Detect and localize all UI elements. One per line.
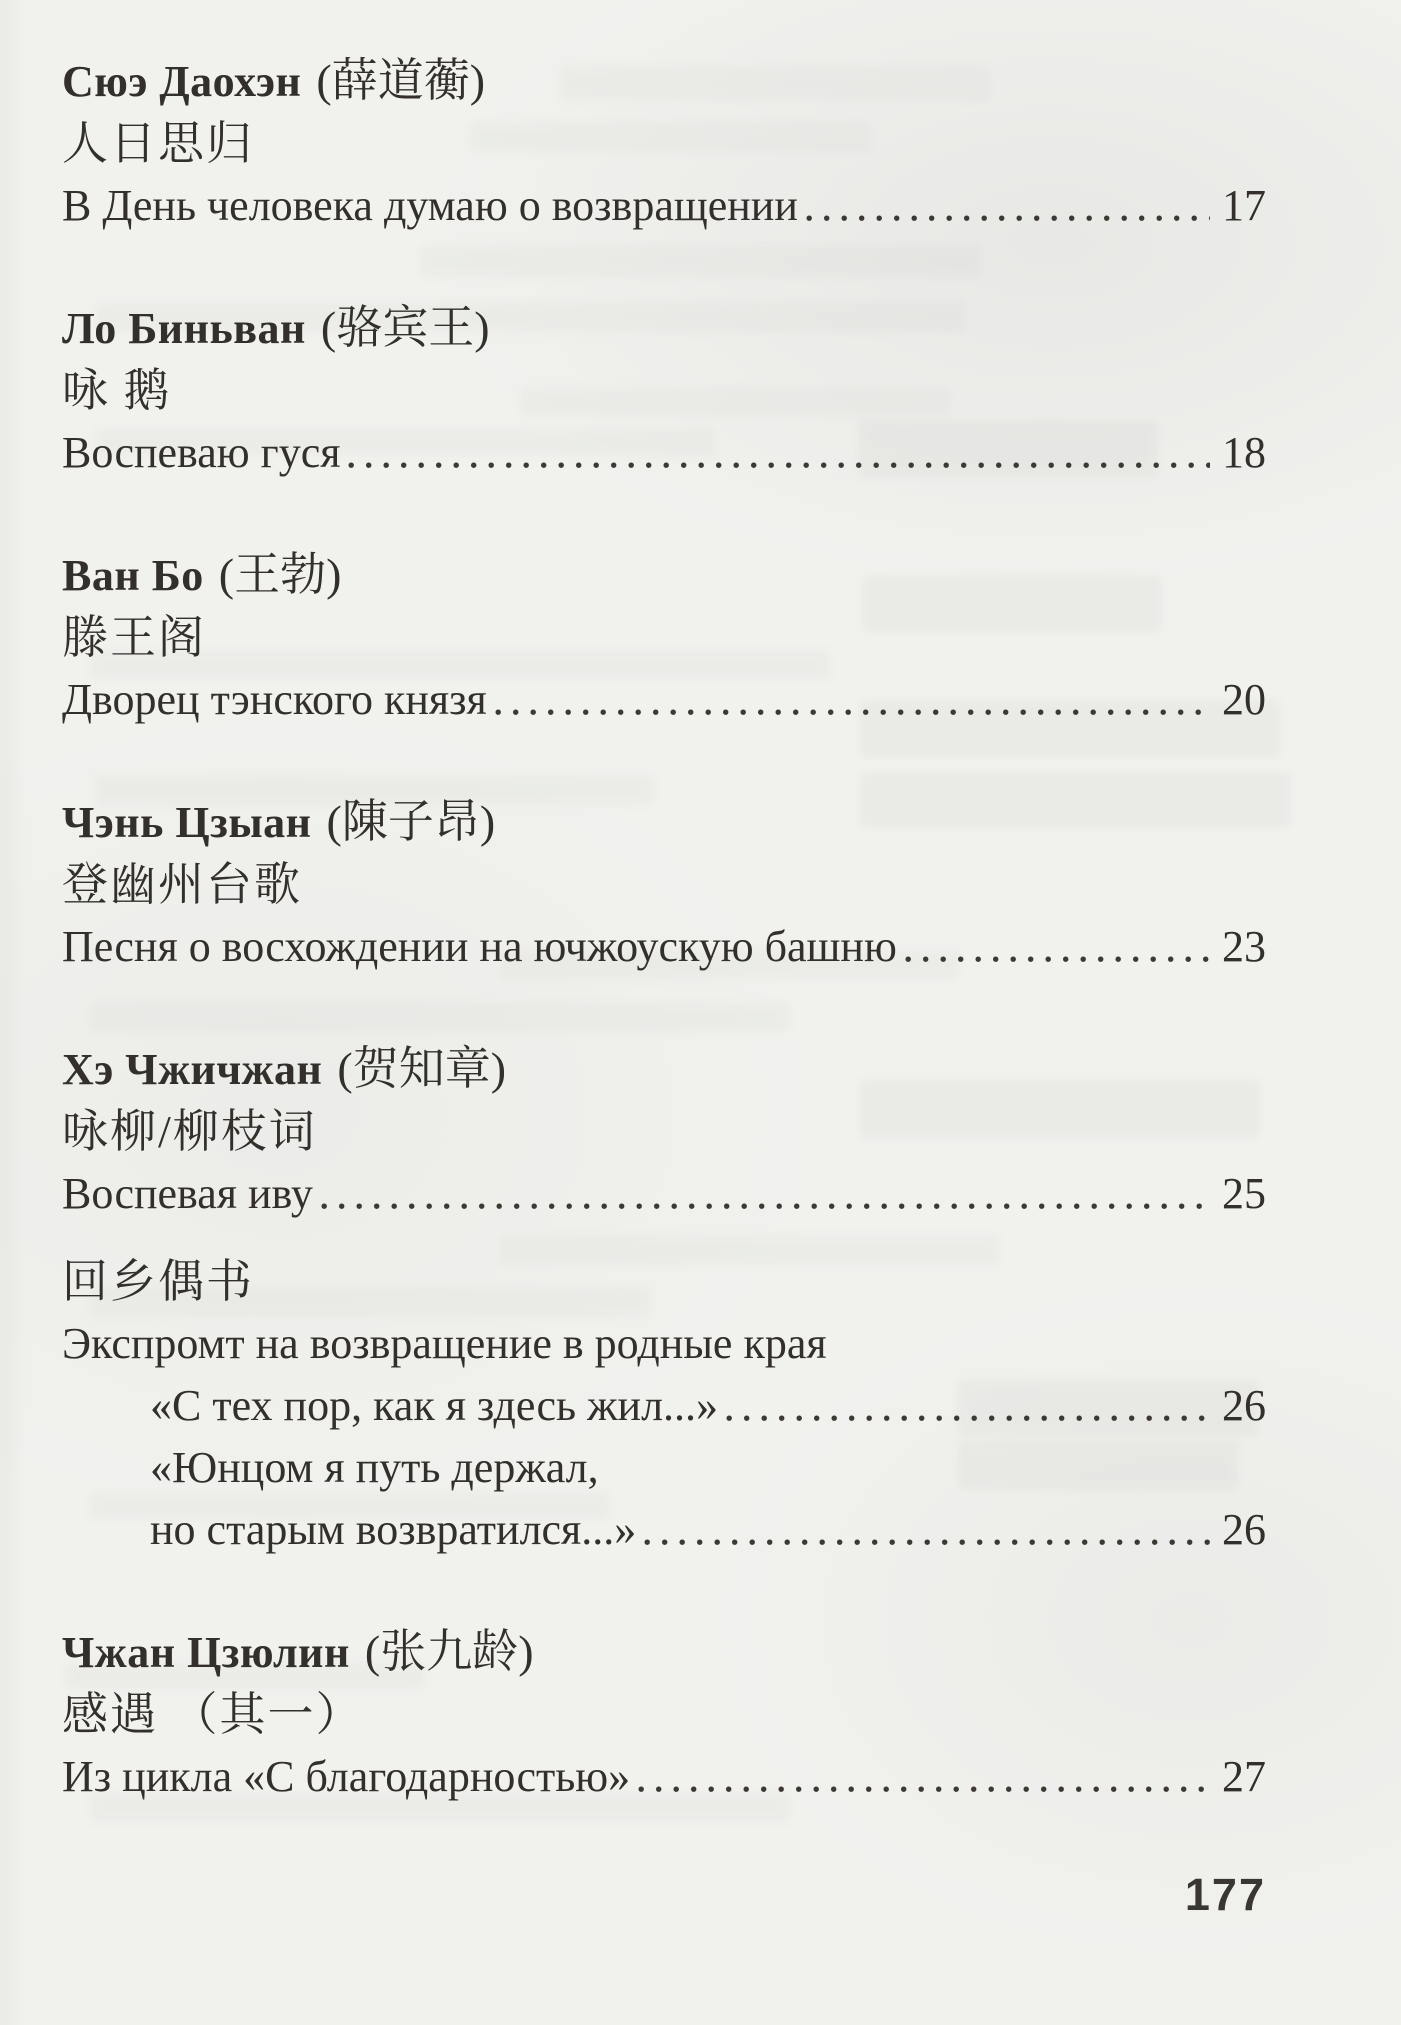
entry-title: Воспеваю гуся: [62, 428, 341, 477]
toc-chinese-title: [62, 1253, 1266, 1311]
entry-title: Песня о восхождении на ючжоускую башню: [62, 922, 897, 971]
author-name: Чжан Цзюлин: [62, 1628, 350, 1677]
dot-leader: [722, 1377, 1210, 1435]
toc-author-row: [62, 546, 1266, 605]
entry-page-number: 25: [1222, 1169, 1266, 1218]
entry-page-number: 27: [1222, 1752, 1266, 1801]
chinese-title-text: 人日思归: [62, 118, 254, 169]
author-name: Хэ Чжичжан: [62, 1045, 323, 1094]
chinese-title-text: 滕王阁: [62, 612, 206, 663]
toc-chinese-title: [62, 609, 1266, 667]
entry-title: но старым возвратился...»: [150, 1505, 637, 1554]
entry-page-number: 26: [1222, 1505, 1266, 1554]
toc-entry-row: [62, 918, 1266, 976]
chinese-title-text: 感遇 （其一）: [62, 1689, 364, 1740]
chinese-title-text: 回乡偶书: [62, 1256, 254, 1307]
entry-title: Воспевая иву: [62, 1169, 313, 1218]
dot-leader: [344, 424, 1210, 482]
entry-title: Из цикла «С благодарностью»: [62, 1752, 631, 1801]
author-name: Ван Бо: [62, 551, 204, 600]
dot-leader: [634, 1748, 1210, 1806]
entry-page-number: 23: [1222, 922, 1266, 971]
toc-entry-row: [62, 424, 1266, 482]
chinese-title-text: 咏 鹅: [62, 365, 172, 416]
toc-entry-row: [62, 1748, 1266, 1806]
entry-title: Экспромт на возвращение в родные края: [62, 1319, 827, 1368]
toc-entry-row: [62, 177, 1266, 235]
toc-entry-row: [62, 1377, 1266, 1435]
dot-leader: [491, 671, 1210, 729]
toc-chinese-title: [62, 115, 1266, 173]
author-name: Ло Биньван: [62, 304, 306, 353]
author-name-chinese: (陳子昂): [326, 796, 496, 847]
toc-author-row: [62, 299, 1266, 358]
entry-title: «Юнцом я путь держал,: [150, 1443, 599, 1492]
dot-leader: [640, 1501, 1210, 1559]
entry-page-number: 18: [1222, 428, 1266, 477]
entry-title: «С тех пор, как я здесь жил...»: [150, 1381, 719, 1430]
toc-text-row: [62, 1439, 1266, 1497]
toc-chinese-title: [62, 1686, 1266, 1744]
toc-author-row: [62, 1040, 1266, 1099]
author-name-chinese: (薛道蘅): [316, 55, 486, 106]
toc-author-row: [62, 793, 1266, 852]
table-of-contents: [62, 52, 1266, 1924]
author-name-chinese: (王勃): [218, 549, 342, 600]
dot-leader: [802, 177, 1210, 235]
chinese-title-text: 登幽州台歌: [62, 859, 302, 910]
author-name-chinese: (张九龄): [364, 1626, 534, 1677]
toc-author-row: [62, 1623, 1266, 1682]
toc-chinese-title: [62, 362, 1266, 420]
author-name: Сюэ Даохэн: [62, 57, 302, 106]
dot-leader: [901, 918, 1210, 976]
entry-title: В День человека думаю о возвращении: [62, 181, 798, 230]
toc-text-row: [62, 1315, 1266, 1373]
author-name: Чэнь Цзыан: [62, 798, 312, 847]
toc-author-row: [62, 52, 1266, 111]
dot-leader: [317, 1165, 1210, 1223]
entry-page-number: 20: [1222, 675, 1266, 724]
toc-chinese-title: [62, 1103, 1266, 1161]
entry-page-number: 26: [1222, 1381, 1266, 1430]
toc-entry-row: [62, 671, 1266, 729]
toc-entry-row: [62, 1501, 1266, 1559]
toc-entry-row: [62, 1165, 1266, 1223]
entry-title: Дворец тэнского князя: [62, 675, 487, 724]
entry-page-number: 17: [1222, 181, 1266, 230]
page-number: 177: [1184, 1869, 1266, 1920]
toc-chinese-title: [62, 856, 1266, 914]
author-name-chinese: (贺知章): [337, 1043, 507, 1094]
chinese-title-text: 咏柳/柳枝词: [62, 1106, 317, 1157]
author-name-chinese: (骆宾王): [320, 302, 490, 353]
